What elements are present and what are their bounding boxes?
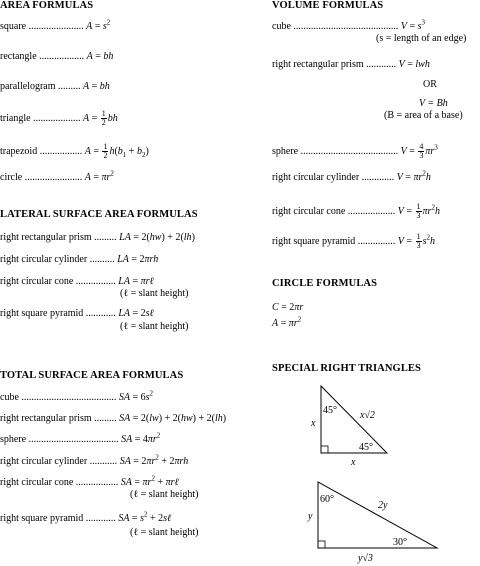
- lateral-row-pyramid: right square pyramid ............ LA = 2sℓ: [0, 308, 154, 319]
- volume-row-cube: cube .......................................... $V = s^3$: [272, 18, 426, 32]
- total-row-pyramid: right square pyramid ............ SA = $s^2$ + 2sℓ: [0, 510, 172, 524]
- volume-alt-formula: V = Bh: [419, 98, 448, 109]
- area-row-trapezoid: trapezoid ................. A = $\frac{1}{2}$ $h(b_1 + b_2)$: [0, 142, 149, 160]
- triangle-30-60-90: [302, 476, 472, 566]
- t2-leg-bottom: y√3: [358, 553, 373, 564]
- volume-row-pyramid: right square pyramid ............... V = $\frac{1}{3}$ $s^2h$: [272, 232, 435, 250]
- triangle-45-45-90: [302, 378, 432, 468]
- total-heading: TOTAL SURFACE AREA FORMULAS: [0, 370, 184, 381]
- circle-heading: CIRCLE FORMULAS: [272, 278, 378, 289]
- volume-heading: VOLUME FORMULAS: [272, 0, 384, 11]
- volume-row-sphere: sphere ....................................... V = $\frac{4}{3}$ $\pi r^3$: [272, 142, 438, 160]
- t1-hyp: x√2: [360, 410, 375, 421]
- area-row-square: square ...................... $A = s^2$: [0, 18, 111, 32]
- lateral-pyramid-note: (ℓ = slant height): [120, 321, 189, 332]
- lateral-row-prism: right rectangular prism ......... LA = 2(hw) + 2(lh): [0, 232, 195, 243]
- t1-leg-bottom: x: [351, 457, 356, 468]
- triangles-heading: SPECIAL RIGHT TRIANGLES: [272, 363, 421, 374]
- area-row-triangle: triangle ................... A = $\frac{1}{2}$ bh: [0, 109, 118, 127]
- total-row-cube: cube ...................................... SA = $6s^2$: [0, 389, 154, 403]
- circle-row-area: $A = \pi r^2$: [272, 315, 302, 329]
- area-heading: AREA FORMULAS: [0, 0, 94, 11]
- volume-row-cone: right circular cone ................... V = $\frac{1}{3}$ $\pi r^2h$: [272, 202, 440, 220]
- t2-angle-right: 30°: [393, 537, 407, 548]
- total-row-cylinder: right circular cylinder ........... SA = $2\pi r^2 + 2\pi rh$: [0, 453, 189, 467]
- t2-leg-left: y: [308, 511, 313, 522]
- lateral-row-cone: right circular cone ................ LA = πrℓ: [0, 276, 154, 287]
- total-row-cone: right circular cone ................. SA = $\pi r^2$ + πrℓ: [0, 474, 179, 488]
- total-pyramid-note: (ℓ = slant height): [130, 527, 199, 538]
- total-cone-note: (ℓ = slant height): [130, 489, 199, 500]
- volume-or-label: OR: [423, 79, 437, 90]
- total-row-sphere: sphere .................................... SA = $4\pi r^2$: [0, 431, 161, 445]
- volume-alt-note: (B = area of a base): [384, 110, 463, 121]
- volume-row-prism: right rectangular prism ............ V = lwh: [272, 59, 430, 70]
- t1-angle-top: 45°: [323, 405, 337, 416]
- t2-angle-top: 60°: [320, 494, 334, 505]
- area-row-rectangle: rectangle .................. A = bh: [0, 51, 114, 62]
- volume-cube-note: (s = length of an edge): [376, 33, 467, 44]
- lateral-cone-note: (ℓ = slant height): [120, 288, 189, 299]
- t1-leg-left: x: [311, 418, 316, 429]
- lateral-heading: LATERAL SURFACE AREA FORMULAS: [0, 209, 198, 220]
- lateral-row-cylinder: right circular cylinder .......... LA = 2πrh: [0, 254, 159, 265]
- area-row-parallelogram: parallelogram ......... A = bh: [0, 81, 110, 92]
- volume-row-cylinder: right circular cylinder ............. $V = \pi r^2h$: [272, 169, 431, 183]
- area-row-circle: circle ....................... $A = \pi r^2$: [0, 169, 114, 183]
- total-row-prism: right rectangular prism ......... SA = 2(lw) + 2(hw) + 2(lh): [0, 413, 227, 424]
- t2-hyp: 2y: [378, 500, 388, 511]
- circle-row-circumference: C = 2πr: [272, 302, 304, 313]
- t1-angle-right: 45°: [359, 442, 373, 453]
